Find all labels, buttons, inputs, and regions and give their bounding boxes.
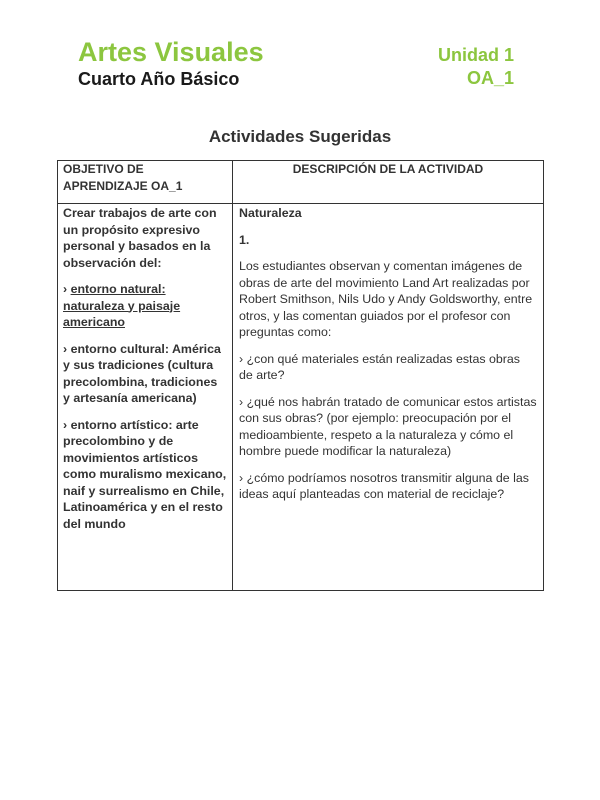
question-2: › ¿qué nos habrán tratado de comunicar estos artistas con sus obras? (por ejemplo: preocupación por el medioambiente, respeto a la naturaleza y cómo el hombre puede modificar la naturaleza) [239,394,537,458]
table-row [58,204,544,591]
description-cell [233,204,544,591]
objective-artistic: › entorno artístico: arte precolombino y de movimientos artísticos como muralismo mexicano, naif y surrealismo en Chile, Latinoamérica y en el resto del mundo [63,417,227,531]
activity-intro: Los estudiantes observan y comentan imágenes de obras de arte del movimiento Land Art realizadas por Robert Smithson, Nils Udo y Andy Goldsworthy, entre otros, y las comentan guiados por el profesor con preguntas como: [239,259,533,339]
document-subtitle: Cuarto Año Básico [78,69,240,89]
bullet-marker: › [63,282,71,296]
header-left [78,36,264,90]
oa-label: OA_1 [466,68,514,88]
objective-natural [63,281,227,331]
activities-table [57,160,544,591]
objective-cultural: › entorno cultural: América y sus tradiciones (cultura precolombina, tradiciones y artesanía americana) [63,341,221,405]
objective-cell [58,204,233,591]
table-header-row [58,161,544,204]
activity-number: 1. [239,232,250,247]
question-3: › ¿cómo podríamos nosotros transmitir alguna de las ideas aquí planteadas con material de reciclaje? [239,470,529,501]
document-title: Artes Visuales [78,37,264,67]
header-right [438,44,514,90]
natural-environment-link[interactable]: entorno natural: naturaleza y paisaje americano [63,282,181,329]
objective-column-header: OBJETIVO DE APRENDIZAJE OA_1 [58,161,233,204]
objective-intro: Crear trabajos de arte con un propósito expresivo personal y basados en la observación del: [63,206,217,270]
description-column-header: DESCRIPCIÓN DE LA ACTIVIDAD [233,161,544,204]
unit-label: Unidad 1 [437,45,514,65]
question-1: › ¿con qué materiales están realizadas estas obras de arte? [239,351,520,382]
activity-title: Naturaleza [239,206,302,220]
section-title: Actividades Sugeridas [208,127,392,146]
